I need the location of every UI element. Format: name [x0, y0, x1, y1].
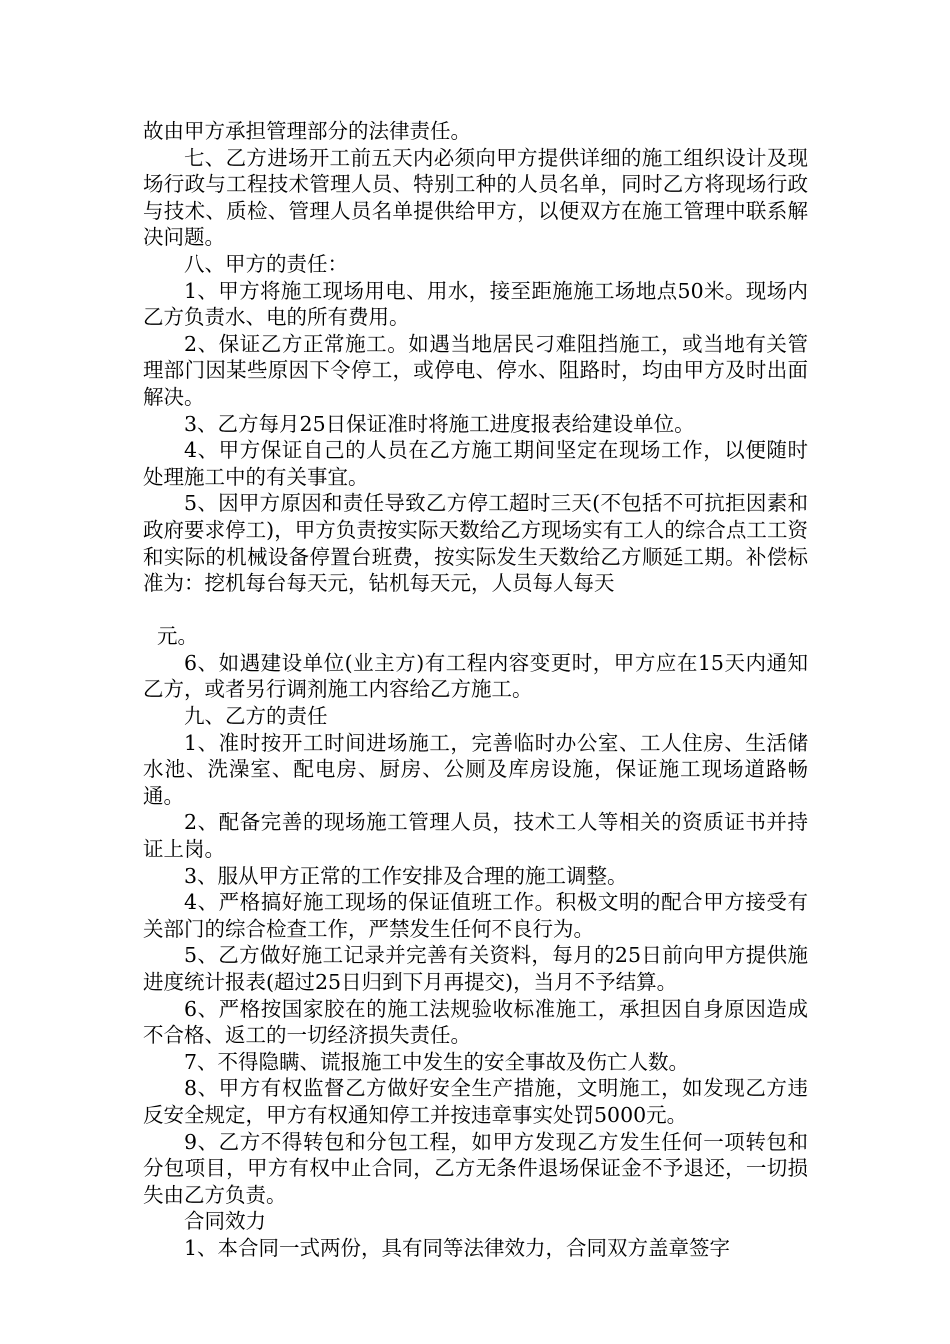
- paragraph: 故由甲方承担管理部分的法律责任。: [143, 119, 471, 143]
- blank-line: [143, 597, 808, 624]
- paragraph: 1、甲方将施工现场用电、用水，接至距施施工场地点50米。现场内乙方负责水、电的所有费用。: [143, 278, 808, 330]
- paragraph: 5、乙方做好施工记录并完善有关资料，每月的25日前向甲方提供施进度统计报表(超过25日归到下月再提交)，当月不予结算。: [143, 943, 808, 994]
- paragraph: 元。: [157, 624, 198, 649]
- paragraph: 6、严格按国家胶在的施工法规验收标准施工，承担因自身原因造成不合格、返工的一切经济损失责任。: [143, 996, 808, 1048]
- paragraph: 7、不得隐瞒、谎报施工中发生的安全事故及伤亡人数。: [184, 1049, 690, 1074]
- paragraph: 5、因甲方原因和责任导致乙方停工超时三天(不包括不可抗拒因素和政府要求停工)，甲方负责按实际天数给乙方现场实有工人的综合点工工资和实际的机械设备停置台班费，按实际发生天数给乙方顺延工期。补偿标准为：挖机每台每天元，钻机每天元，人员每人每天: [143, 491, 808, 596]
- section-heading: 九、乙方的责任: [184, 704, 328, 729]
- paragraph: 8、甲方有权监督乙方做好安全生产措施，文明施工，如发现乙方违反安全规定，甲方有权通知停工并按违章事实处罚5000元。: [143, 1076, 808, 1127]
- document-body: [143, 118, 808, 1262]
- paragraph: 七、乙方进场开工前五天内必须向甲方提供详细的施工组织设计及现场行政与工程技术管理人员、特别工种的人员名单，同时乙方将现场行政与技术、质检、管理人员名单提供给甲方，以便双方在施工管理中联系解决问题。: [143, 145, 808, 250]
- paragraph: 4、甲方保证自己的人员在乙方施工期间坚定在现场工作，以便随时处理施工中的有关事宜。: [143, 438, 808, 489]
- paragraph: 1、本合同一式两份，具有同等法律效力，合同双方盖章签字: [184, 1235, 731, 1260]
- paragraph: 2、保证乙方正常施工。如遇当地居民刁难阻挡施工，或当地有关管理部门因某些原因下令停工，或停电、停水、阻路时，均由甲方及时出面解决。: [143, 331, 808, 409]
- section-heading: 八、甲方的责任：: [184, 251, 348, 276]
- paragraph: 6、如遇建设单位(业主方)有工程内容变更时，甲方应在15天内通知乙方，或者另行调剂施工内容给乙方施工。: [143, 650, 808, 702]
- paragraph: 3、服从甲方正常的工作安排及合理的施工调整。: [184, 863, 628, 888]
- section-heading: 合同效力: [184, 1209, 266, 1234]
- paragraph: 4、严格搞好施工现场的保证值班工作。积极文明的配合甲方接受有关部门的综合检查工作，严禁发生任何不良行为。: [143, 890, 808, 941]
- paragraph: 3、乙方每月25日保证准时将施工进度报表给建设单位。: [184, 411, 695, 436]
- paragraph: 9、乙方不得转包和分包工程，如甲方发现乙方发生任何一项转包和分包项目，甲方有权中止合同，乙方无条件退场保证金不予退还，一切损失由乙方负责。: [143, 1129, 808, 1207]
- paragraph: 1、准时按开工时间进场施工，完善临时办公室、工人住房、生活储水池、洗澡室、配电房、厨房、公厕及库房设施，保证施工现场道路畅通。: [143, 730, 808, 808]
- paragraph: 2、配备完善的现场施工管理人员，技术工人等相关的资质证书并持证上岗。: [143, 810, 808, 862]
